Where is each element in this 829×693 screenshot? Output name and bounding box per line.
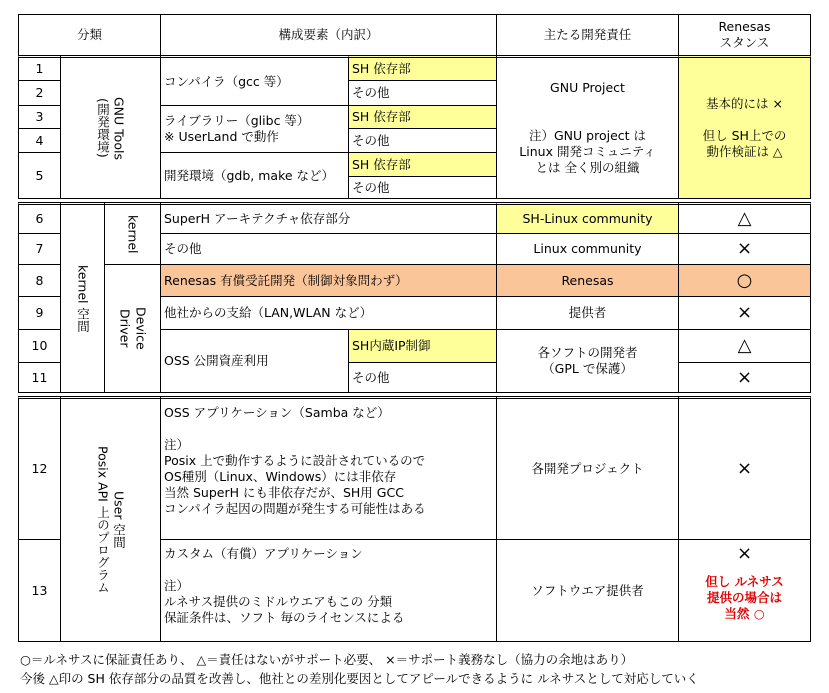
row-number-4: 4	[18, 128, 61, 153]
row-number-1: 1	[18, 55, 61, 81]
gnu-project-responsibility: GNU Project 注）GNU project は Linux 開発コミュニティ とは 全く別の組織	[496, 55, 679, 199]
devenv-label: 開発環境（gdb, make など）	[160, 152, 349, 199]
group-user-space: User 空間 Posix API 上のプログラム	[60, 396, 161, 642]
devenv-other: その他	[348, 176, 497, 199]
each-project-responsibility: 各開発プロジェクト	[496, 396, 679, 540]
row-number-13: 13	[18, 539, 61, 642]
legend-policy: 今後 △印の SH 依存部分の品質を改善し、他社との差別化要因としてアピールできるように ルネサスとして対応していく	[20, 671, 699, 686]
oss-other: その他	[348, 362, 497, 393]
row-number-2: 2	[18, 80, 61, 106]
devenv-sh-dep: SH 依存部	[348, 152, 497, 177]
row-number-6: 6	[18, 202, 61, 234]
renesas-paid-stance: ○	[678, 264, 811, 297]
group-kernel-space: kernel 空間	[60, 202, 105, 393]
row-number-7: 7	[18, 233, 61, 265]
third-party-label: 他社からの支給（LAN,WLAN など）	[160, 296, 497, 330]
oss-other-stance: ×	[678, 362, 811, 393]
gnu-stance: 基本的には × 但し SH上での 動作検証は △	[678, 55, 811, 199]
row-number-10: 10	[18, 329, 61, 363]
row-number-3: 3	[18, 105, 61, 129]
renesas-paid-label: Renesas 有償受託開発（制御対象問わず）	[160, 264, 497, 297]
kernel-other-stance: ×	[678, 233, 811, 265]
oss-sh-ip: SH内蔵IP制御	[348, 329, 497, 363]
provider-responsibility: 提供者	[496, 296, 679, 330]
oss-public-label: OSS 公開資産利用	[160, 329, 349, 393]
row-number-5: 5	[18, 152, 61, 199]
custom-app-cross: ×	[736, 543, 753, 564]
group-kernel: kernel	[104, 202, 161, 265]
oss-app-label: OSS アプリケーション（Samba など） 注） Posix 上で動作するように設計されているので OS種別（Linux、Windows）には非依存 当然 SuperH にも非依存だが、SH用 GCC コンパイラ起因の問題が発生する可能性はある	[160, 396, 497, 540]
header-component: 構成要素（内訳）	[160, 14, 497, 56]
compiler-sh-dep: SH 依存部	[348, 55, 497, 81]
group-gnu-tools: GNU Tools (開発環境)	[60, 55, 161, 199]
header-stance: Renesas スタンス	[678, 14, 811, 56]
header-responsibility: 主たる開発責任	[496, 14, 679, 56]
superh-label: SuperH アーキテクチャ依存部分	[160, 202, 497, 234]
third-party-stance: ×	[678, 296, 811, 330]
sh-linux-responsibility: SH-Linux community	[496, 202, 679, 234]
library-label: ライブラリー（glibc 等） ※ UserLand で動作	[160, 105, 349, 153]
row-number-9: 9	[18, 296, 61, 330]
header-category: 分類	[18, 14, 161, 56]
compiler-label: コンパイラ（gcc 等）	[160, 55, 349, 106]
library-sh-dep: SH 依存部	[348, 105, 497, 129]
custom-app-label: カスタム（有償）アプリケーション 注） ルネサス提供のミドルウエアもこの 分類 保証条件は、ソフト 毎のライセンスによる	[160, 539, 497, 642]
linux-community-responsibility: Linux community	[496, 233, 679, 265]
oss-sh-ip-stance: △	[678, 329, 811, 363]
oss-app-stance: ×	[678, 396, 811, 540]
compiler-other: その他	[348, 80, 497, 106]
legend-symbols: ○＝ルネサスに保証責任あり、 △＝責任はないがサポート必要、 ×＝サポート義務なし（協力の余地はあり）	[20, 652, 634, 667]
kernel-other-label: その他	[160, 233, 497, 265]
custom-app-stance	[678, 539, 811, 642]
row-number-11: 11	[18, 362, 61, 393]
row-number-12: 12	[18, 396, 61, 540]
group-device-driver: Device Driver	[104, 264, 161, 393]
renesas-responsibility: Renesas	[496, 264, 679, 297]
superh-stance: △	[678, 202, 811, 234]
software-provider-responsibility: ソフトウエア提供者	[496, 539, 679, 642]
row-number-8: 8	[18, 264, 61, 297]
library-other: その他	[348, 128, 497, 153]
each-soft-responsibility: 各ソフトの開発者 （GPL で保護）	[496, 329, 679, 393]
custom-app-note: 但し ルネサス 提供の場合は 当然 ○	[705, 574, 784, 621]
